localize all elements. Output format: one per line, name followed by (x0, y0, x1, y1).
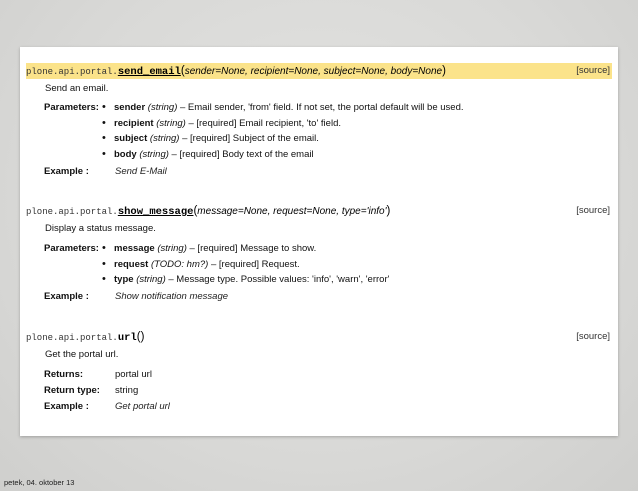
show-message-function-name[interactable]: show_message (117, 206, 194, 218)
function-description: Get the portal url. (45, 349, 119, 360)
module-prefix: plone.api.portal. (26, 333, 118, 343)
module-prefix: plone.api.portal. (26, 67, 118, 77)
param-item: • sender (string) – Email sender, 'from' field. If not set, the portal default will be used. (102, 100, 464, 116)
returns-value: portal url (115, 369, 152, 380)
close-paren: ) (386, 205, 391, 217)
example-label: Example : (44, 291, 89, 302)
example-link[interactable]: Send E-Mail (115, 166, 167, 177)
param-item: • recipient (string) – [required] Email recipient, 'to' field. (102, 116, 464, 132)
show-message-signature (26, 203, 612, 219)
slide-date-footer: petek, 04. oktober 13 (4, 478, 75, 487)
param-item: • body (string) – [required] Body text of the email (102, 147, 464, 163)
example-link[interactable]: Show notification message (115, 291, 229, 302)
function-description: Display a status message. (45, 223, 156, 234)
parens: () (136, 331, 145, 343)
returns-label: Returns: (44, 369, 84, 380)
signature-args: sender=None, recipient=None, subject=None, body=None (184, 66, 443, 77)
example-label: Example : (44, 401, 89, 412)
return-type-value: string (115, 385, 139, 396)
documentation-page (20, 47, 618, 436)
return-type-label: Return type: (44, 385, 100, 396)
open-paren: ( (193, 205, 198, 217)
open-paren: ( (180, 65, 185, 77)
param-item: • type (string) – Message type. Possible values: 'info', 'warn', 'error' (102, 272, 389, 288)
signature-args: message=None, request=None, type='info' (197, 206, 387, 217)
parameters-label: Parameters: (44, 102, 99, 113)
source-link[interactable]: [source] (576, 205, 610, 216)
parameter-list (102, 241, 389, 288)
module-prefix: plone.api.portal. (26, 207, 118, 217)
url-signature (26, 329, 612, 345)
source-link[interactable]: [source] (576, 65, 610, 76)
close-paren: ) (442, 65, 446, 77)
source-link[interactable]: [source] (576, 331, 610, 342)
send-email-function-name[interactable]: send_email (117, 66, 181, 78)
parameter-list (102, 100, 464, 162)
example-label: Example : (44, 166, 89, 177)
send-email-signature (26, 63, 612, 79)
param-item: • subject (string) – [required] Subject of the email. (102, 131, 464, 147)
example-link[interactable]: Get portal url (115, 401, 170, 412)
url-function-name[interactable]: url (117, 332, 137, 344)
function-description: Send an email. (45, 83, 109, 94)
param-item: • request (TODO: hm?) – [required] Request. (102, 257, 389, 273)
param-item: • message (string) – [required] Message to show. (102, 241, 389, 257)
parameters-label: Parameters: (44, 243, 99, 254)
